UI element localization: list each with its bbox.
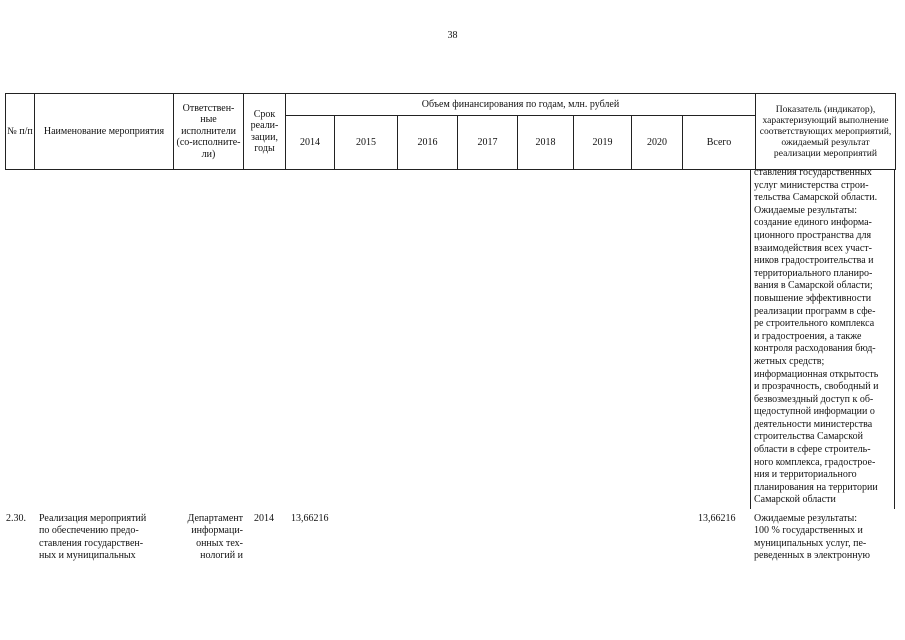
text-line: ных и муниципальных [39, 550, 136, 562]
text-line: создание единого информа- [754, 217, 872, 229]
text-line: и градостроения, а также [754, 330, 862, 342]
text-line: взаимодействия всех участ- [754, 242, 872, 254]
header-responsible: Ответствен-ные исполнители (со-исполните-ли) [174, 94, 244, 170]
header-indicator: Показатель (индикатор), характеризующий выполнение соответствующих мероприятий, ожидаемый результат реализации мероприятий [756, 94, 896, 170]
text-line: по обеспечению предо- [39, 525, 139, 537]
header-financing-title: Объем финансирования по годам, млн. рублей [286, 94, 756, 116]
column-divider [750, 169, 751, 509]
header-num: № п/п [6, 94, 35, 170]
text-line: безвозмездный доступ к об- [754, 393, 874, 405]
text-line: деятельности министерства [754, 418, 873, 430]
text-line: Реализация мероприятий [39, 513, 147, 524]
header-name: Наименование мероприятия [35, 94, 174, 170]
header-term: Срок реали-зации, годы [244, 94, 286, 170]
row-number: 2.30. [6, 513, 26, 524]
text-line: услуг министерства строи- [754, 179, 869, 191]
text-line: информационная открытость [754, 368, 879, 380]
column-divider [894, 169, 895, 509]
text-line: информаци- [191, 525, 243, 537]
text-line: территориального планиро- [754, 267, 873, 279]
text-line: Департамент [187, 513, 243, 524]
header-year: 2014 [286, 116, 335, 170]
text-line: щедоступной информации о [754, 406, 875, 418]
header-year: 2018 [518, 116, 574, 170]
text-line: ставления государственных [754, 167, 872, 178]
header-year: 2015 [335, 116, 398, 170]
row-total: 13,66216 [698, 513, 736, 524]
text-line: строительства Самарской [754, 431, 863, 443]
header-year: 2017 [458, 116, 518, 170]
text-line: муниципальных услуг, пе- [754, 537, 867, 549]
text-line: Ожидаемые результаты: [754, 513, 858, 524]
text-line: и прозрачность, свободный и [754, 381, 879, 393]
continued-indicator-text [754, 167, 892, 507]
text-line: ре строительного комплекса [754, 318, 875, 330]
page-number: 38 [447, 30, 458, 41]
text-line: вания в Самарской области; [754, 280, 873, 292]
row-result [754, 513, 892, 563]
text-line: ния и территориального [754, 469, 857, 481]
text-line: реведенных в электронную [754, 550, 871, 562]
header-year: 2020 [632, 116, 683, 170]
text-line: ционного пространства для [754, 229, 872, 241]
text-line: планирования на территории [754, 481, 878, 493]
text-line: Самарской области [754, 494, 836, 506]
text-line: ставления государствен- [39, 537, 144, 549]
text-line: ников градостроительства и [754, 255, 874, 267]
text-line: жетных средств; [754, 355, 825, 367]
table-header [5, 93, 896, 170]
row-value-2014: 13,66216 [291, 513, 329, 524]
text-line: ного комплекса, градострое- [754, 456, 876, 468]
text-line: реализации программ в сфе- [754, 305, 876, 317]
text-line: повышение эффективности [754, 292, 872, 304]
text-line: контроля расходования бюд- [754, 343, 876, 355]
row-name [39, 513, 170, 563]
row-responsible [175, 513, 243, 563]
header-year: 2019 [574, 116, 632, 170]
header-year: 2016 [398, 116, 458, 170]
header-total: Всего [683, 116, 756, 170]
text-line: области в сфере строитель- [754, 444, 871, 456]
row-term: 2014 [254, 513, 274, 524]
text-line: тельства Самарской области. [754, 192, 878, 204]
text-line: онных тех- [196, 537, 243, 549]
text-line: нологий и [200, 550, 243, 562]
text-line: 100 % государственных и [754, 525, 863, 537]
text-line: Ожидаемые результаты: [754, 204, 858, 216]
